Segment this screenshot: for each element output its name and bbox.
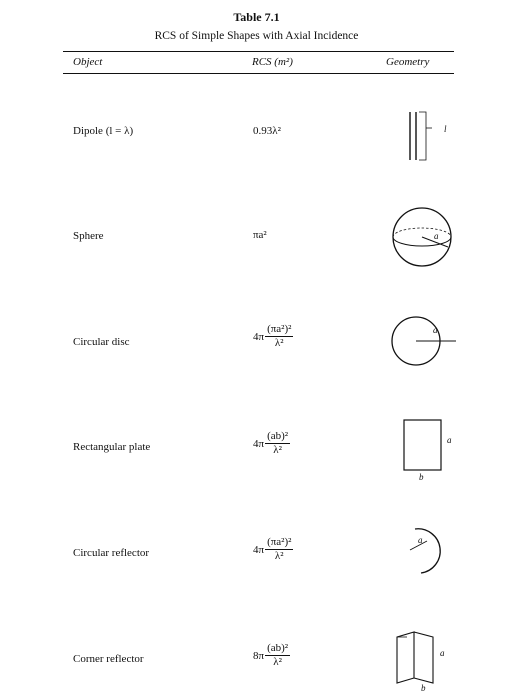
header-rcs: RCS (m²) <box>252 56 293 68</box>
table-caption-number: Table 7.1 <box>233 10 280 24</box>
rcs-denominator: λ² <box>273 656 282 668</box>
rcs-formula <box>253 536 293 563</box>
table-header-rule <box>63 73 454 74</box>
table-caption-title: RCS of Simple Shapes with Axial Incidence <box>154 30 359 42</box>
rcs-denominator: λ² <box>274 550 284 562</box>
header-geometry: Geometry <box>386 56 430 68</box>
object-name: Dipole (l = λ) <box>73 125 134 137</box>
circular-reflector-icon <box>405 520 455 580</box>
sphere-icon <box>386 205 458 269</box>
dipole-icon <box>400 112 460 164</box>
object-name: Rectangular plate <box>73 441 151 453</box>
dipole-length-label: l <box>444 124 447 134</box>
rcs-formula: πa² <box>253 229 267 241</box>
reflector-radius-label: a <box>418 535 423 545</box>
plate-width-label: b <box>419 472 424 482</box>
rcs-denominator: λ² <box>274 337 284 349</box>
corner-reflector-icon <box>393 625 453 693</box>
rcs-coefficient: 4π <box>253 437 265 450</box>
rcs-formula <box>253 430 290 457</box>
corner-width-label: b <box>421 683 426 693</box>
plate-height-label: a <box>447 435 452 445</box>
header-object: Object <box>73 56 103 68</box>
object-name: Corner reflector <box>73 653 144 665</box>
rcs-coefficient: 4π <box>253 543 265 556</box>
table-top-rule <box>63 51 454 52</box>
corner-height-label: a <box>440 648 445 658</box>
rcs-formula <box>253 323 293 350</box>
rcs-denominator: λ² <box>273 444 282 456</box>
rcs-coefficient: 4π <box>253 330 265 343</box>
disc-radius-label: a <box>433 325 438 335</box>
rcs-numerator: (πa²)² <box>267 323 292 335</box>
rcs-formula: 0.93λ² <box>253 125 281 137</box>
rcs-numerator: (ab)² <box>267 642 289 654</box>
sphere-radius-label: a <box>434 231 439 241</box>
circular-disc-icon <box>390 307 460 371</box>
rcs-coefficient: 8π <box>253 649 265 662</box>
rcs-numerator: (πa²)² <box>267 536 292 548</box>
rcs-numerator: (ab)² <box>267 430 289 442</box>
rcs-formula <box>253 642 290 669</box>
rectangular-plate-icon <box>400 413 460 483</box>
object-name: Sphere <box>73 230 104 242</box>
object-name: Circular reflector <box>73 547 150 559</box>
object-name: Circular disc <box>73 336 130 348</box>
